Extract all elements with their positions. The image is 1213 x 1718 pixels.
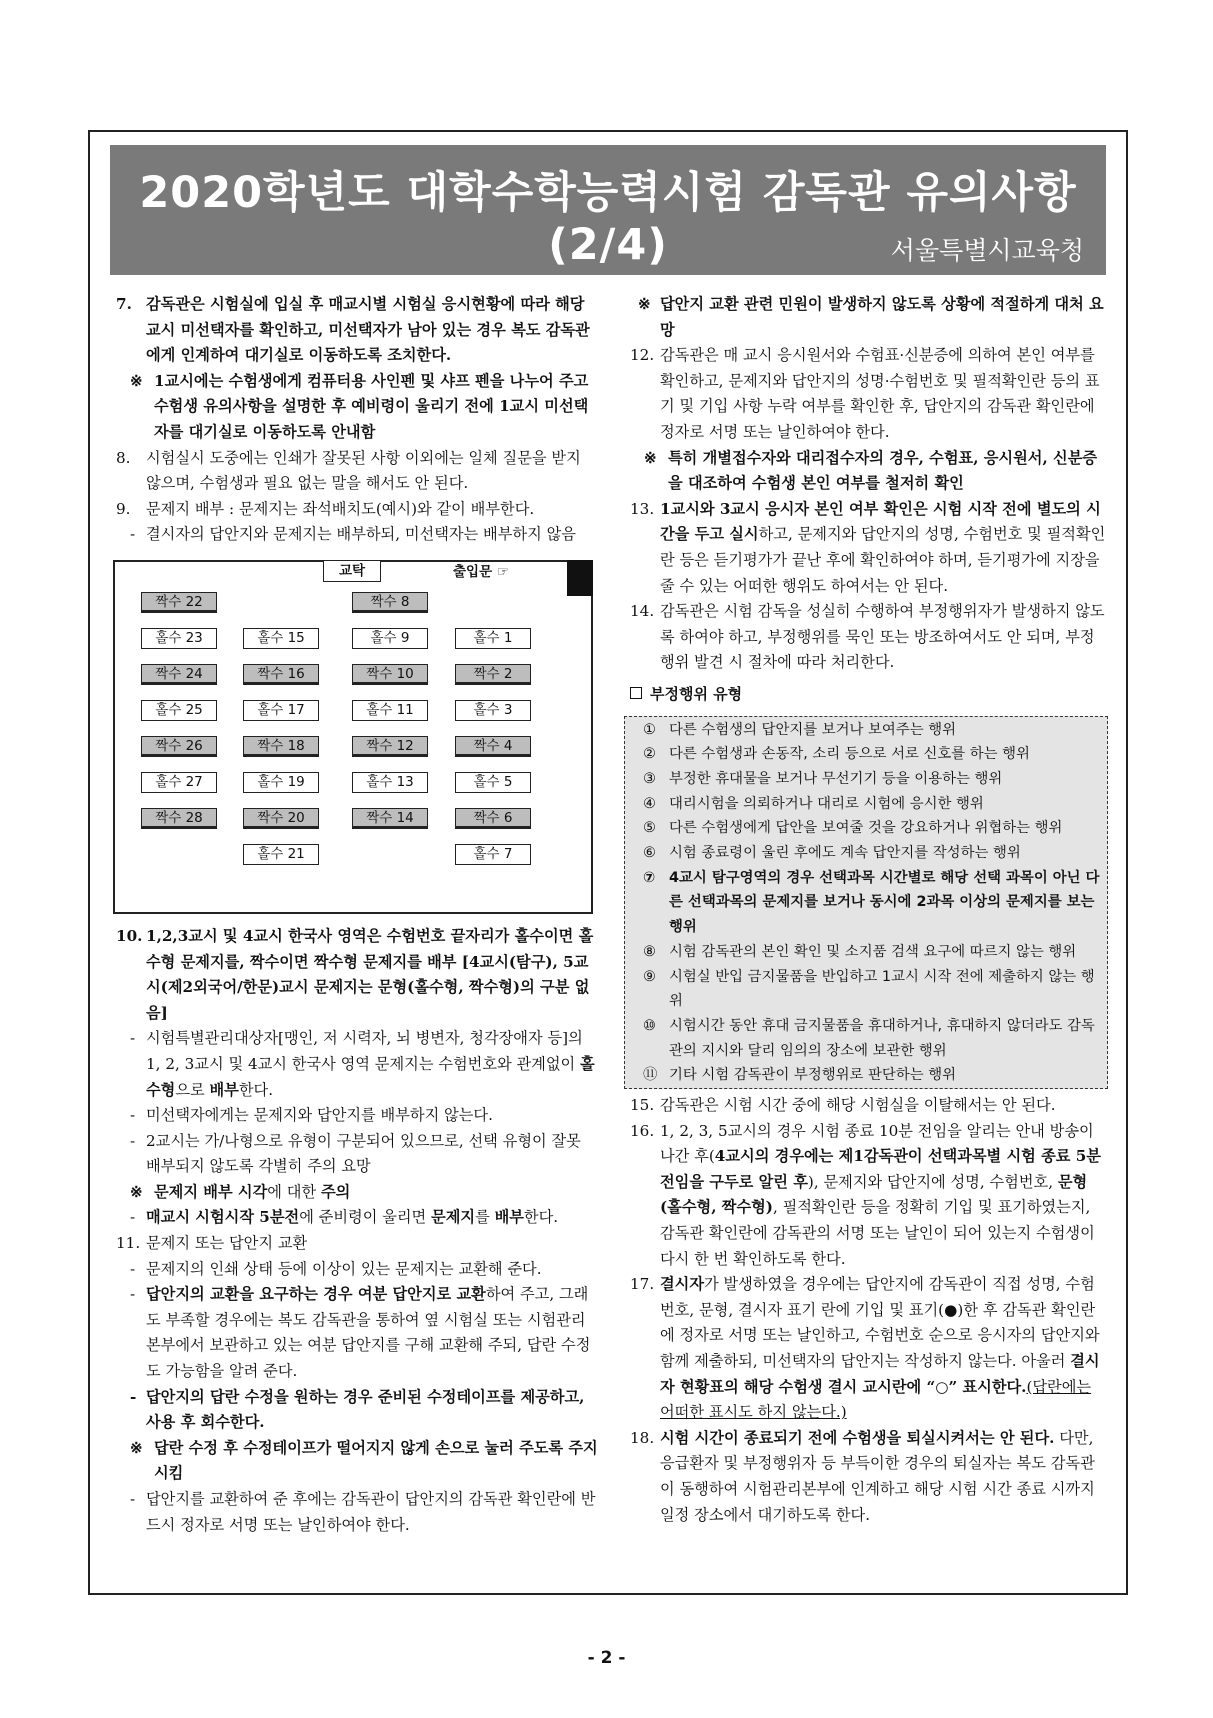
cheating-type-item: ⑧ 시험 감독관의 본인 확인 및 소지품 검색 요구에 따르지 않는 행위	[643, 943, 1077, 960]
seat-odd: 홀수 25	[141, 700, 217, 721]
seat-even: 짝수 16	[243, 664, 319, 685]
checkbox-square-icon	[630, 687, 642, 699]
cheating-type-item: ④ 대리시험을 의뢰하거나 대리로 시험에 응시한 행위	[643, 795, 984, 812]
seat-even: 짝수 26	[141, 736, 217, 757]
item-7: 7. 감독관은 시험실에 입실 후 매교시별 시험실 응시현황에 따라 해당 교시 미선택자를 확인하고, 미선택자가 남아 있는 경우 복도 감독관에게 인계하여 대기실로 이동하도록 조치한다.	[116, 295, 590, 365]
seating-chart	[113, 560, 593, 914]
seat-even: 짝수 8	[352, 592, 428, 613]
seat-even: 짝수 22	[141, 592, 217, 613]
cheating-type-item: ① 다른 수험생의 답안지를 보거나 보여주는 행위	[643, 721, 956, 738]
seat-even: 짝수 24	[141, 664, 217, 685]
item-10-sub-1: - 시험특별관리대상자[맹인, 저 시력자, 뇌 병변자, 청각장애자 등]의 1, 2, 3교시 및 4교시 한국사 영역 문제지는 수험번호와 관계없이 홀수형으로 배부한다.	[130, 1029, 595, 1099]
seat-even: 짝수 14	[352, 808, 428, 829]
seat-even: 짝수 18	[243, 736, 319, 757]
item-10-note: ※ 문제지 배부 시각에 대한 주의	[130, 1182, 351, 1201]
item-10-sub-3: - 2교시는 가/나형으로 유형이 구분되어 있으므로, 선택 유형이 잘못 배부되지 않도록 각별히 주의 요망	[130, 1131, 581, 1176]
cheating-type-item: ⑩ 시험시간 동안 휴대 금지물품을 휴대하거나, 휴대하지 않더라도 감독관의 지시와 달리 임의의 장소에 보관한 행위	[643, 1017, 1095, 1059]
seat-odd: 홀수 23	[141, 628, 217, 649]
item-18: 18. 시험 시간이 종료되기 전에 수험생을 퇴실시켜서는 안 된다. 다만, 응급환자 및 부정행위자 등 부득이한 경우의 퇴실자는 복도 감독관이 동행하여 시험관리본부에 인계하고 해당 시험 시간 종료 시까지 일정 장소에서 대기하도록 한다.	[630, 1428, 1095, 1524]
cheating-type-item: ③ 부정한 휴대물을 보거나 무선기기 등을 이용하는 행위	[643, 770, 1003, 787]
seat-odd: 홀수 15	[243, 628, 319, 649]
cheating-types-box	[624, 716, 1108, 1090]
cheating-type-item: ⑤ 다른 수험생에게 답안을 보여줄 것을 강요하거나 위협하는 행위	[643, 820, 1063, 837]
seat-odd: 홀수 19	[243, 772, 319, 793]
seat-odd: 홀수 3	[455, 700, 531, 721]
cheating-type-item: ② 다른 수험생과 손동작, 소리 등으로 서로 신호를 하는 행위	[643, 746, 1030, 763]
seat-even: 짝수 2	[455, 664, 531, 685]
right-column	[630, 292, 1108, 1528]
item-10-sub-4: - 매교시 시험시작 5분전에 준비령이 울리면 문제지를 배부한다.	[130, 1208, 559, 1227]
seat-even: 짝수 10	[352, 664, 428, 685]
item-11: 11. 문제지 또는 답안지 교환	[116, 1234, 308, 1253]
left-column	[116, 292, 598, 1538]
answer-sheet-note: ※ 답안지 교환 관련 민원이 발생하지 않도록 상황에 적절하게 대처 요망	[638, 295, 1104, 339]
item-11-sub-3: - 답안지의 답란 수정을 원하는 경우 준비된 수정테이프를 제공하고, 사용 후 회수한다.	[130, 1387, 585, 1432]
seat-even: 짝수 12	[352, 736, 428, 757]
door-marker	[567, 560, 593, 596]
seat-odd: 홀수 1	[455, 628, 531, 649]
page-number: - 2 -	[587, 1648, 626, 1668]
item-9: 9. 문제지 배부 : 문제지는 좌석배치도(예시)와 같이 배부한다.	[116, 499, 535, 518]
seat-odd: 홀수 9	[352, 628, 428, 649]
item-10-sub-2: - 미선택자에게는 문제지와 답안지를 배부하지 않는다.	[130, 1106, 493, 1125]
item-15: 15. 감독관은 시험 시간 중에 해당 시험실을 이탈해서는 안 된다.	[630, 1096, 1056, 1115]
seat-even: 짝수 6	[455, 808, 531, 829]
cheating-types-heading: 부정행위 유형	[630, 682, 1108, 708]
cheating-type-item: ⑪ 기타 시험 감독관이 부정행위로 판단하는 행위	[643, 1067, 956, 1084]
item-11-sub-2: - 답안지의 교환을 요구하는 경우 여분 답안지로 교환하여 주고, 그래도 부족할 경우에는 복도 감독관을 통하여 옆 시험실 또는 시험관리본부에서 보관하고 있는 여분 답안지를 구해 교환해 주되, 답란 수정도 가능함을 알려 준다.	[130, 1285, 591, 1381]
item-17: 17. 결시자가 발생하였을 경우에는 답안지에 감독관이 직접 성명, 수험번호, 문형, 결시자 표기 란에 기입 및 표기(●)한 후 감독관 확인란에 정자로 서명 또는 날인하고, 수험번호 순으로 응시자의 답안지와 함께 제출하되, 미선택자의 답안지는 작성하지 않는다. 아울러 결시자 현황표의 해당 수험생 결시 교시란에 “○” 표시한다.(답란에는 어떠한 표시도 하지 않는다.)	[630, 1275, 1100, 1422]
cheating-type-item: ⑨ 시험실 반입 금지물품을 반입하고 1교시 시작 전에 제출하지 않는 행위	[643, 968, 1095, 1010]
item-8: 8. 시험실시 도중에는 인쇄가 잘못된 사항 이외에는 일체 질문을 받지 않으며, 수험생과 필요 없는 말을 해서도 안 된다.	[116, 448, 581, 493]
item-7-text: 감독관은 시험실에 입실 후 매교시별 시험실 응시현황에 따라 해당 교시 미선택자를 확인하고, 미선택자가 남아 있는 경우 복도 감독관에게 인계하여 대기실로 이동하도록 조치한다.	[146, 295, 590, 365]
seat-odd: 홀수 21	[243, 844, 319, 865]
issuer-label: 서울특별시교육청	[890, 236, 1084, 265]
door-label: 출입문 ☞	[453, 563, 509, 580]
item-12-note: ※ 특히 개별접수자와 대리접수자의 경우, 수험표, 응시원서, 신분증을 대조하여 수험생 본인 여부를 철저히 확인	[644, 448, 1098, 493]
title-banner	[110, 145, 1106, 275]
filled-bubble-icon: ●	[944, 1300, 958, 1319]
item-11-sub-1: - 문제지의 인쇄 상태 등에 이상이 있는 문제지는 교환해 준다.	[130, 1259, 542, 1278]
page-title: 2020학년도 대학수학능력시험 감독관 유의사항(2/4)	[139, 168, 1077, 270]
item-11-sub-4: - 답안지를 교환하여 준 후에는 감독관이 답안지의 감독관 확인란에 반드시 정자로 서명 또는 날인하여야 한다.	[130, 1490, 596, 1534]
item-12: 12. 감독관은 매 교시 응시원서와 수험표·신분증에 의하여 본인 여부를 확인하고, 문제지와 답안지의 성명·수험번호 및 필적확인란 등의 표기 및 기입 사항 누락 여부를 확인한 후, 답안지의 감독관 확인란에 정자로 서명 또는 날인하여야 한다.	[630, 346, 1100, 441]
seat-odd: 홀수 13	[352, 772, 428, 793]
item-16: 16. 1, 2, 3, 5교시의 경우 시험 종료 10분 전임을 알리는 안내 방송이 나간 후(4교시의 경우에는 제1감독관이 선택과목별 시험 종료 5분 전임을 구두로 알린 후), 문제지와 답안지에 성명, 수험번호, 문형(홀수형, 짝수형), 필적확인란 등을 정확히 기입 및 표기하였는지, 감독관 확인란에 감독관의 서명 또는 날인이 되어 있는지 수험생이 다시 한 번 확인하도록 한다.	[630, 1121, 1101, 1268]
item-10: 10. 1,2,3교시 및 4교시 한국사 영역은 수험번호 끝자리가 홀수이면 홀수형 문제지를, 짝수이면 짝수형 문제지를 배부 [4교시(탐구), 5교시(제2외국어/한문)교시 문제지는 문형(홀수형, 짝수형)의 구분 없음]	[116, 926, 594, 1022]
seat-odd: 홀수 11	[352, 700, 428, 721]
seat-even: 짝수 4	[455, 736, 531, 757]
item-13: 13. 1교시와 3교시 응시자 본인 여부 확인은 시험 시작 전에 별도의 시간을 두고 실시하고, 문제지와 답안지의 성명, 수험번호 및 필적확인란 등은 듣기평가가 끝난 후에 확인하여야 하며, 듣기평가에 지장을 줄 수 있는 어떠한 행위도 하여서는 안 된다.	[630, 499, 1106, 595]
seat-odd: 홀수 5	[455, 772, 531, 793]
seat-odd: 홀수 27	[141, 772, 217, 793]
item-14: 14. 감독관은 시험 감독을 성실히 수행하여 부정행위자가 발생하지 않도록 하여야 하고, 부정행위를 묵인 또는 방조하여서도 안 되며, 부정행위 발견 시 절차에 따라 처리한다.	[630, 602, 1105, 672]
seat-odd: 홀수 7	[455, 844, 531, 865]
seat-even: 짝수 20	[243, 808, 319, 829]
lectern-label: 교탁	[323, 560, 381, 582]
item-11-note: ※ 답란 수정 후 수정테이프가 떨어지지 않게 손으로 눌러 주도록 주지시킴	[130, 1438, 598, 1483]
item-7-note: ※ 1교시에는 수험생에게 컴퓨터용 사인펜 및 샤프 펜을 나누어 주고 수험생 유의사항을 설명한 후 예비령이 울리기 전에 1교시 미선택자를 대기실로 이동하도록 안내함	[130, 371, 589, 441]
cheating-type-item: ⑥ 시험 종료령이 울린 후에도 계속 답안지를 작성하는 행위	[643, 845, 1021, 862]
seat-even: 짝수 28	[141, 808, 217, 829]
cheating-type-item: ⑦ 4교시 탐구영역의 경우 선택과목 시간별로 해당 선택 과목이 아닌 다른 선택과목의 문제지를 보거나 동시에 2과목 이상의 문제지를 보는 행위	[643, 869, 1100, 936]
seat-odd: 홀수 17	[243, 700, 319, 721]
item-9-sub: - 결시자의 답안지와 문제지는 배부하되, 미선택자는 배부하지 않음	[130, 525, 576, 544]
